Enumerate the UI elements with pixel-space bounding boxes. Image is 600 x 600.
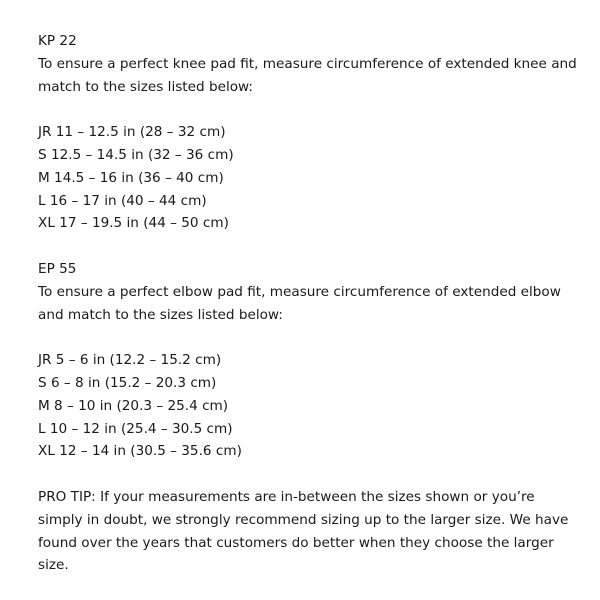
spacer bbox=[38, 98, 578, 121]
spacer bbox=[38, 463, 578, 486]
elbow-size-xl: XL 12 – 14 in (30.5 – 35.6 cm) bbox=[38, 443, 242, 460]
knee-size-m: M 14.5 – 16 in (36 – 40 cm) bbox=[38, 169, 224, 186]
elbow-size-l: L 10 – 12 in (25.4 – 30.5 cm) bbox=[38, 420, 233, 437]
elbow-pad-model: EP 55 bbox=[38, 260, 77, 277]
size-guide-document bbox=[38, 30, 578, 577]
knee-size-s: S 12.5 – 14.5 in (32 – 36 cm) bbox=[38, 146, 234, 163]
knee-pad-section bbox=[38, 30, 578, 235]
knee-size-xl: XL 17 – 19.5 in (44 – 50 cm) bbox=[38, 215, 229, 232]
knee-pad-size-list bbox=[38, 121, 578, 235]
knee-pad-instructions: To ensure a perfect knee pad fit, measure circumference of extended knee and match to the sizes listed below: bbox=[38, 55, 577, 95]
knee-size-l: L 16 – 17 in (40 – 44 cm) bbox=[38, 192, 207, 209]
elbow-pad-instructions: To ensure a perfect elbow pad fit, measure circumference of extended elbow and match to the sizes listed below: bbox=[38, 283, 561, 323]
pro-tip: PRO TIP: If your measurements are in-between the sizes shown or you’re simply in doubt, we strongly recommend sizing up to the larger size. We have found over the years that customers do better when they choose the larger size. bbox=[38, 488, 569, 574]
knee-pad-model: KP 22 bbox=[38, 33, 77, 49]
spacer bbox=[38, 326, 578, 349]
elbow-size-jr: JR 5 – 6 in (12.2 – 15.2 cm) bbox=[38, 352, 222, 369]
knee-size-jr: JR 11 – 12.5 in (28 – 32 cm) bbox=[38, 124, 226, 141]
elbow-pad-section bbox=[38, 258, 578, 463]
elbow-size-m: M 8 – 10 in (20.3 – 25.4 cm) bbox=[38, 397, 229, 414]
elbow-size-s: S 6 – 8 in (15.2 – 20.3 cm) bbox=[38, 374, 217, 391]
elbow-pad-size-list bbox=[38, 349, 578, 463]
spacer bbox=[38, 235, 578, 258]
